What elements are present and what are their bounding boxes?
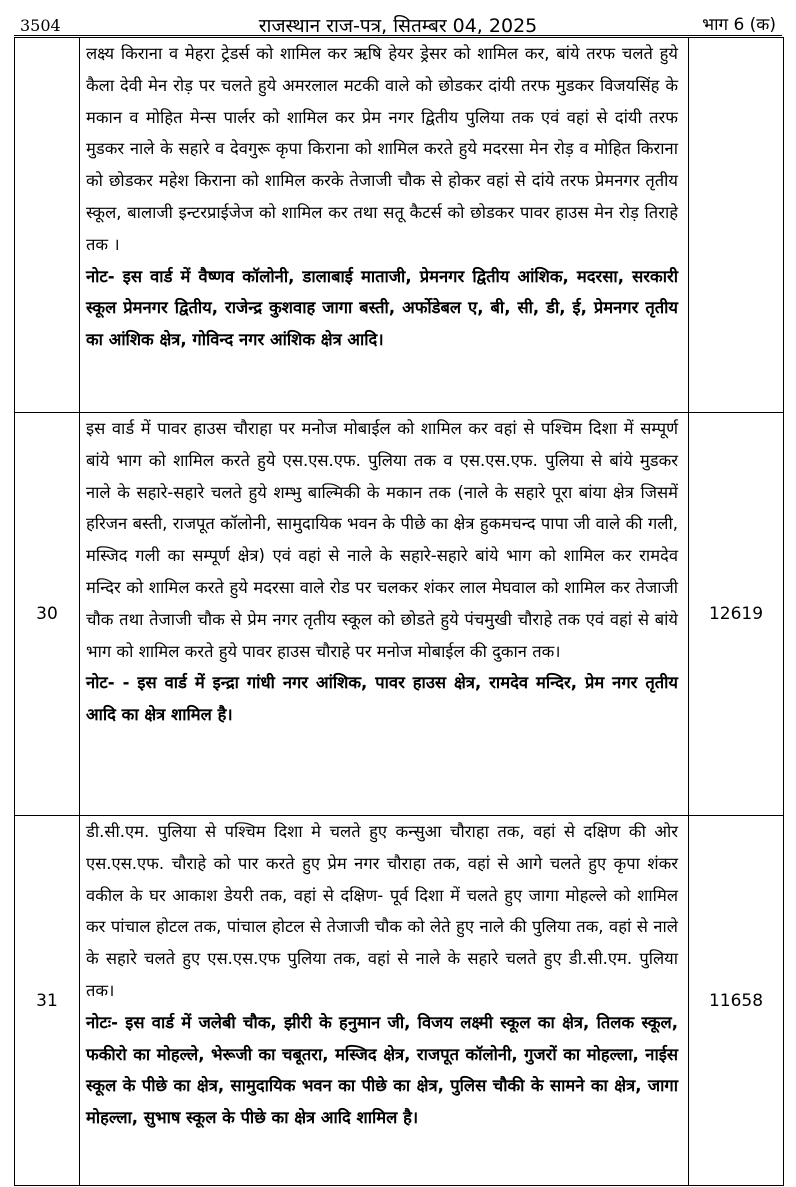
ward-description-cell [80,413,689,816]
population-cell: 11658 [689,816,784,1186]
population-cell [689,38,784,413]
ward-note: नोट- इस वार्ड में वैष्णव कॉलोनी, डालाबाई माताजी, प्रेमनगर द्वितीय आंशिक, मदरसा, सरकारी स्कूल प्रेमनगर द्वितीय, राजेन्द्र कुशवाह जागा बस्ती, अर्फोडेबल ए, बी, सी, डी, ई, प्रेमनगर तृतीय का आंशिक क्षेत्र, गोविन्द नगर आंशिक क्षेत्र आदि। [86,266,678,350]
ward-boundary-table [14,37,784,1186]
ward-number-cell [15,38,80,413]
table-row [15,38,784,413]
ward-boundary-text: डी.सी.एम. पुलिया से पश्चिम दिशा मे चलते हुए कन्सुआ चौराहा तक, वहां से दक्षिण की ओर एस.एस.एफ. चौराहे को पार करते हुए प्रेम नगर चौराहा तक, वहां से आगे चलते हुए कृपा शंकर वकील के घर आकाश डेयरी तक, वहां से दक्षिण- पूर्व दिशा में चलते हुए जागा मोहल्ले को शामिल कर पांचाल होटल तक, पांचाल होटल से तेजाजी चौक को लेते हुए नाले की पुलिया तक, वहां से नाले के सहारे चलते हुए एस.एस.एफ पुलिया तक, वहां से नाले के सहारे चलते हुए डी.सी.एम. पुलिया तक। [86,822,678,1000]
page-header [14,4,782,36]
ward-description-cell [80,816,689,1186]
ward-note: नोटः- इस वार्ड में जलेबी चौक, झीरी के हनुमान जी, विजय लक्ष्मी स्कूल का क्षेत्र, तिलक स्कूल, फकीरो का मोहल्ले, भेरूजी का चबूतरा, मस्जिद क्षेत्र, राजपूत कॉलोनी, गुजरों का मोहल्ला, नाईस स्कूल के पीछे का क्षेत्र, सामुदायिक भवन का पीछे का क्षेत्र, पुलिस चौकी के सामने का क्षेत्र, जागा मोहल्ला, सुभाष स्कूल के पीछे का क्षेत्र आदि शामिल है। [86,1012,678,1128]
ward-boundary-text: लक्ष्य किराना व मेहरा ट्रेडर्स को शामिल कर ऋषि हेयर ड्रेसर को शामिल कर, बांये तरफ चलते हुये कैला देवी मेन रोड़ पर चलते हुये अमरलाल मटकी वाले को छोडकर दांयी तरफ मुडकर विजयसिंह के मकान व मोहित मेन्स पार्लर को शामिल कर प्रेम नगर द्वितीय पुलिया तक एवं वहां से दांयी तरफ मुडकर नाले के सहारे व देवगुरू कृपा किराना को शामिल करते हुये मदरसा मेन रोड़ व मोहित किराना को छोडकर महेश किराना को शामिल करके तेजाजी चौक से होकर वहां से दांये तरफ प्रेमनगर तृतीय स्कूल, बालाजी इन्टरप्राईजेज को शामिल कर तथा सतू कैटर्स को छोडकर पावर हाउस मेन रोड़ तिराहे तक । [86,44,678,254]
population-cell: 12619 [689,413,784,816]
ward-number-cell: 31 [15,816,80,1186]
ward-note: नोट- - इस वार्ड में इन्द्रा गांधी नगर आंशिक, पावर हाउस क्षेत्र, रामदेव मन्दिर, प्रेम नगर तृतीय आदि का क्षेत्र शामिल है। [86,673,678,725]
header-rule [14,35,782,36]
page-number: 3504 [20,16,61,35]
ward-boundary-text: इस वार्ड में पावर हाउस चौराहा पर मनोज मोबाईल को शामिल कर वहां से पश्चिम दिशा में सम्पूर्ण बांये भाग को शामिल करते हुये एस.एस.एफ. पुलिया तक व एस.एस.एफ. पुलिया से बांये मुडकर नाले के सहारे-सहारे चलते हुये शम्भु बाल्मिकी के मकान तक (नाले के सहारे पूरा बांया क्षेत्र जिसमें हरिजन बस्ती, राजपूत कॉलोनी, सामुदायिक भवन के पीछे का क्षेत्र हुकमचन्द पापा जी वाले की गली, मस्जिद गली का सम्पूर्ण क्षेत्र) एवं वहां से नाले के सहारे-सहारे बांये भाग को शामिल कर रामदेव मन्दिर को शामिल करते हुये मदरसा वाले रोड पर चलकर शंकर लाल मेघवाल को शामिल कर तेजाजी चौक तथा तेजाजी चौक से प्रेम नगर तृतीय स्कूल को छोडते हुये पंचमुखी चौराहे तक एवं वहां से बांये भाग को शामिल करते हुये पावर हाउस चौराहे पर मनोज मोबाईल की दुकान तक। [86,419,678,661]
gazette-part: भाग 6 (क) [702,15,776,35]
gazette-title: राजस्थान राज-पत्र, सितम्बर 04, 2025 [258,15,538,37]
table-row [15,816,784,1186]
ward-description-cell [80,38,689,413]
table-row [15,413,784,816]
ward-number-cell: 30 [15,413,80,816]
